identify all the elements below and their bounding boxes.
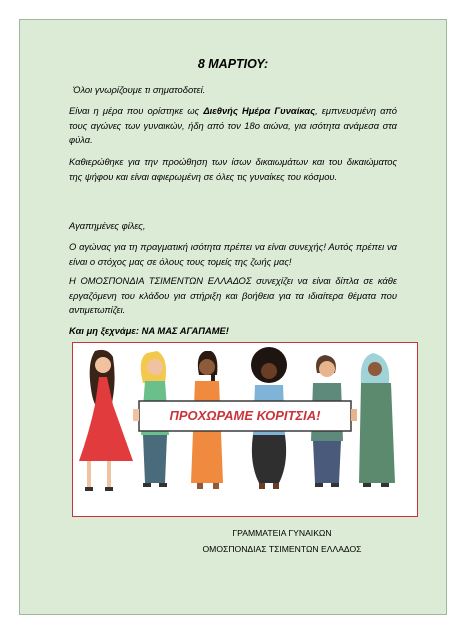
document-page	[19, 19, 447, 615]
paragraph-definition-end: , εμπνευσμένη από τους αγώνες των γυναικών, ήδη από τον 18ο αιώνα, για ισότητα ανάμεσα στα φύλα.	[69, 105, 397, 146]
paragraph-struggle: Ο αγώνας για τη πραγματική ισότητα πρέπει να είναι συνεχής! Αυτός πρέπει να είναι ο στόχος μας σε όλους τους τομείς της ζωής μας!	[69, 241, 397, 267]
banner-text: ΠΡΟΧΩΡΑΜΕ ΚΟΡΙΤΣΙΑ!	[169, 408, 321, 423]
illustration-banner	[72, 342, 418, 517]
paragraph-definition-bold: Διεθνής Ημέρα Γυναίκας	[203, 105, 316, 116]
woman-red-dress-figure	[79, 350, 133, 491]
intro-paragraph: Όλοι γνωρίζουμε τι σηματοδοτεί.	[73, 84, 206, 95]
greeting: Αγαπημένες φίλες,	[69, 220, 146, 231]
page-title: 8 ΜΑΡΤΙΟΥ:	[197, 57, 269, 71]
woman-hijab-figure	[359, 353, 395, 487]
closing-slogan: Και μη ξεχνάμε: ΝΑ ΜΑΣ ΑΓΑΠΑΜΕ!	[69, 325, 229, 336]
paragraph-establishment: Καθιερώθηκε για την προώθηση των ίσων δικαιωμάτων και του δικαιώματος της ψήφου και είναι αφιερωμένη σε όλες τις γυναίκες του κόσμου.	[69, 156, 397, 182]
paragraph-federation: Η ΟΜΟΣΠΟΝΔΙΑ ΤΣΙΜΕΝΤΩΝ ΕΛΛΑΔΟΣ συνεχίζει να είναι δίπλα σε κάθε εργαζόμενη του κλάδου για στήριξη και βοήθεια για τα ιδιαίτερα θέματα που αντιμετωπίζει.	[69, 275, 397, 316]
signature-line1: ΓΡΑΜΜΑΤΕΙΑ ΓΥΝΑΙΚΩΝ	[232, 528, 332, 538]
paragraph-definition-start: Είναι η μέρα που ορίστηκε ως	[69, 105, 204, 116]
signature-line2: ΟΜΟΣΠΟΝΔΙΑΣ ΤΣΙΜΕΝΤΩΝ ΕΛΛΑΔΟΣ	[202, 544, 362, 554]
paragraph-definition	[69, 104, 397, 148]
